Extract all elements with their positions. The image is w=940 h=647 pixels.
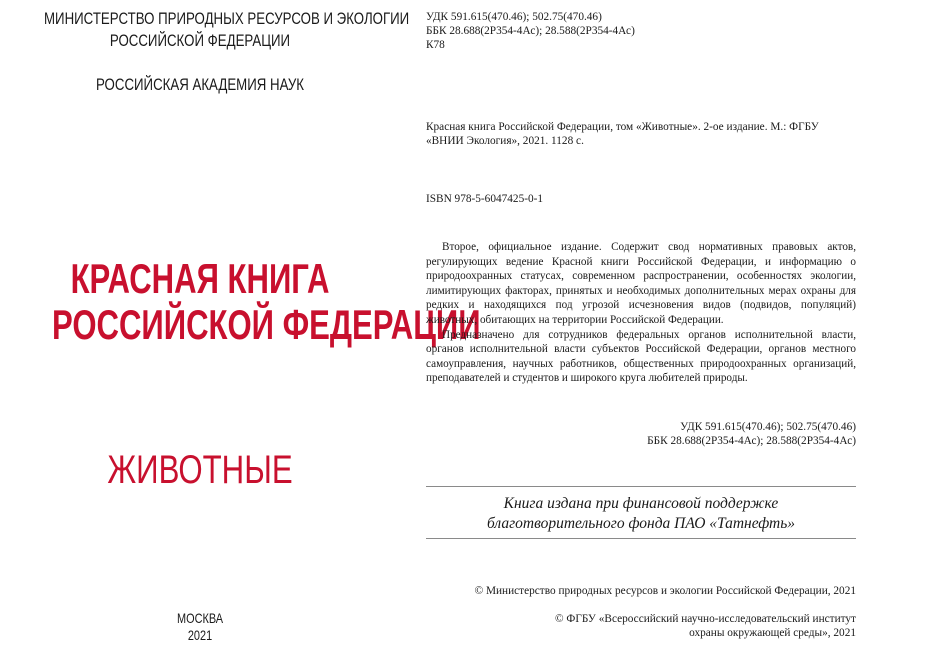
- book-title-line-2: РОССИЙСКОЙ ФЕДЕРАЦИИ: [52, 301, 481, 348]
- academy-heading: РОССИЙСКАЯ АКАДЕМИЯ НАУК: [96, 75, 304, 94]
- bibliographic-codes-repeat: [647, 420, 856, 448]
- isbn: ISBN 978-5-6047425-0-1: [426, 193, 544, 205]
- imprint-year: 2021: [187, 627, 213, 643]
- bbk-code: ББК 28.688(2Р354-4Ас); 28.588(2Р354-4Ас): [426, 25, 635, 37]
- annotation-paragraph-1: Второе, официальное издание. Содержит свод нормативных правовых актов, регулирующих ведение Красной книги Российской Федерации, и информацию о природоохранных статусах, современном распространении, особенностях экологии, лимитирующих факторах, принятых и необходимых дополнительных мерах охраны для редких и находящихся под угрозой исчезновения видов (подвидов, популяций) животных, обитающих на территории Российской Федерации.: [426, 241, 856, 326]
- citation-line-2: «ВНИИ Экология», 2021. 1128 с.: [426, 135, 584, 147]
- sponsor-line-1: Книга издана при финансовой поддержке: [503, 495, 779, 512]
- copyright-institute-line-1: © ФГБУ «Всероссийский научно-исследовательский институт: [554, 613, 856, 625]
- bibliographic-citation: [426, 120, 819, 148]
- book-title: [52, 255, 481, 348]
- udk-code: УДК 591.615(470.46); 502.75(470.46): [426, 11, 602, 23]
- bibliographic-codes: [426, 10, 635, 52]
- divider-bottom: [426, 538, 856, 539]
- sponsor-line-2: благотворительного фонда ПАО «Татнефть»: [486, 515, 796, 532]
- ministry-line-2: РОССИЙСКОЙ ФЕДЕРАЦИИ: [109, 31, 291, 50]
- volume-subtitle: ЖИВОТНЫЕ: [107, 448, 293, 492]
- ministry-heading: [44, 8, 410, 52]
- ministry-line-1: МИНИСТЕРСТВО ПРИРОДНЫХ РЕСУРСОВ И ЭКОЛОГИИ: [44, 9, 410, 28]
- book-title-line-1: КРАСНАЯ КНИГА: [70, 255, 330, 302]
- divider-top: [426, 486, 856, 487]
- annotation-paragraph-2: Предназначено для сотрудников федеральных органов исполнительной власти, органов исполнительной власти субъектов Российской Федерации, органов местного самоуправления, научных работников, общественных природоохранных организаций, преподавателей и студентов и широкого круга любителей природы.: [426, 328, 856, 385]
- copyright-institute-line-2: охраны окружающей среды», 2021: [689, 627, 856, 639]
- imprint-page: [400, 0, 940, 647]
- copyright-ministry: © Министерство природных ресурсов и экологии Российской Федерации, 2021: [474, 585, 856, 597]
- sponsor-note: [426, 494, 856, 534]
- copyright-institute: [555, 612, 856, 640]
- bbk-code-repeat: ББК 28.688(2Р354-4Ас); 28.588(2Р354-4Ас): [647, 435, 856, 447]
- author-mark: К78: [426, 39, 445, 51]
- imprint: [44, 610, 356, 644]
- imprint-city: МОСКВА: [176, 610, 224, 626]
- citation-line-1: Красная книга Российской Федерации, том «Животные». 2-ое издание. М.: ФГБУ: [426, 121, 819, 133]
- annotation: [426, 240, 856, 386]
- udk-code-repeat: УДК 591.615(470.46); 502.75(470.46): [680, 421, 856, 433]
